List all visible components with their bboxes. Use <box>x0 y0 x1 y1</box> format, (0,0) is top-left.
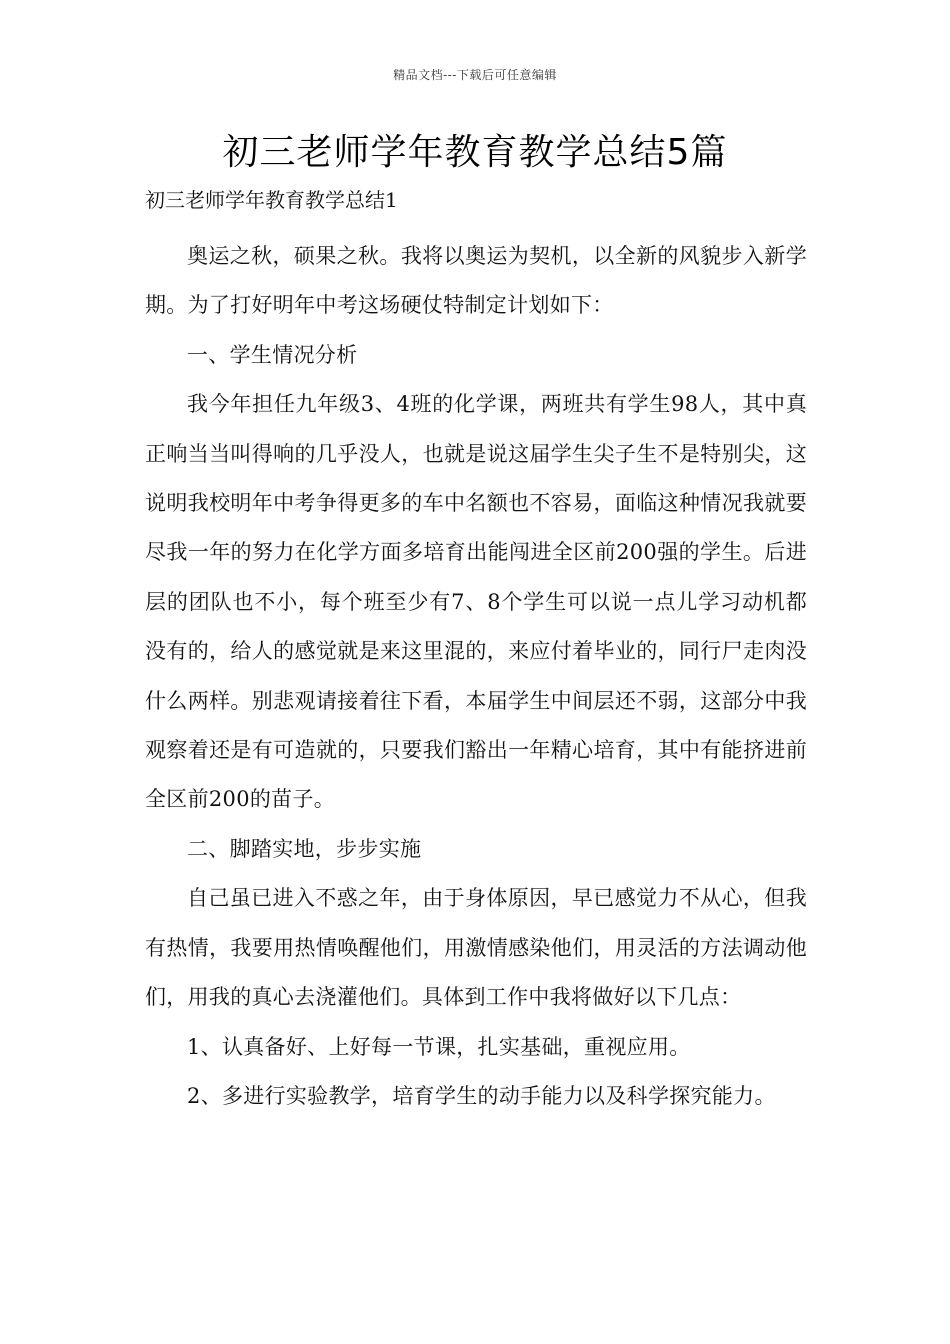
section-heading-2: 二、脚踏实地，步步实施 <box>187 836 422 861</box>
document-subtitle: 初三老师学年教育教学总结1 <box>145 188 398 212</box>
section-heading-1: 一、学生情况分析 <box>187 342 358 367</box>
header-note: 精品文档---下载后可任意编辑 <box>393 68 557 82</box>
list-item-2: 2、多进行实验教学，培育学生的动手能力以及科学探究能力。 <box>187 1083 776 1108</box>
document-title: 初三老师学年教育教学总结5篇 <box>222 132 728 173</box>
document-body <box>145 232 807 1121</box>
paragraph-intro: 奥运之秋，硕果之秋。我将以奥运为契机，以全新的风貌步入新学期。为了打好明年中考这场硬仗特制定计划如下： <box>145 244 807 318</box>
paragraph-student-analysis: 我今年担任九年级3、4班的化学课，两班共有学生98人，其中真正响当当叫得响的几乎没人，也就是说这届学生尖子生不是特别尖，这说明我校明年中考争得更多的车中名额也不容易，面临这种情况我就要尽我一年的努力在化学方面多培育出能闯进全区前200强的学生。后进层的团队也不小，每个班至少有7、8个学生可以说一点儿学习动机都没有的，给人的感觉就是来这里混的，来应付着毕业的，同行尸走肉没什么两样。别悲观请接着往下看，本届学生中间层还不弱，这部分中我观察着还是有可造就的，只要我们豁出一年精心培育，其中有能挤进前全区前200的苗子。 <box>145 392 807 812</box>
list-item-1: 1、认真备好、上好每一节课，扎实基础，重视应用。 <box>187 1034 691 1059</box>
paragraph-implementation: 自己虽已进入不惑之年，由于身体原因，早已感觉力不从心，但我有热情，我要用热情唤醒他们，用激情感染他们，用灵活的方法调动他们，用我的真心去浇灌他们。具体到工作中我将做好以下几点： <box>145 886 807 1010</box>
